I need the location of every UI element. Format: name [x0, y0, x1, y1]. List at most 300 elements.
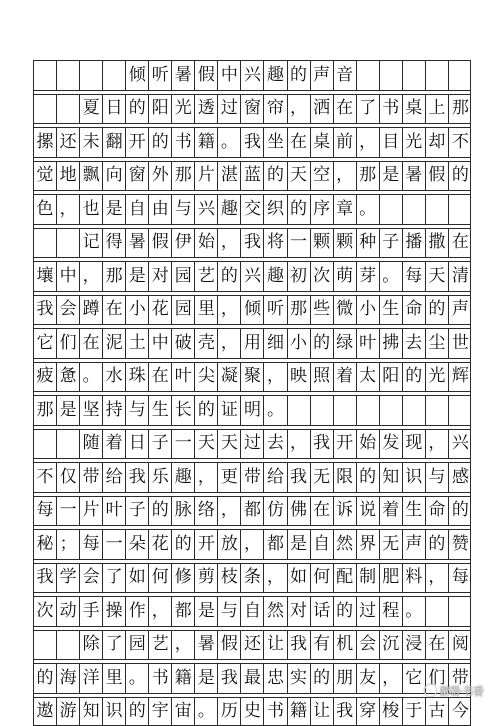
grid-cell: 蹲 [80, 296, 103, 325]
grid-cell: 假 [426, 162, 449, 191]
grid-cell: 子 [380, 229, 403, 258]
grid-cell: 识 [103, 698, 126, 726]
grid-cell: 我 [241, 229, 264, 258]
grid-cell: 与 [172, 195, 195, 224]
grid-cell: 遨 [34, 698, 57, 726]
grid-cell: 配 [334, 564, 357, 593]
grid-cell: 带 [241, 463, 264, 492]
grid-cell: 游 [57, 698, 80, 726]
grid-cell: 给 [103, 463, 126, 492]
grid-cell: 是 [57, 396, 80, 425]
grid-cell: 的 [288, 195, 311, 224]
grid-cell: 兴 [195, 195, 218, 224]
grid-cell: 籍 [195, 128, 218, 157]
grid-cell: 我 [334, 698, 357, 726]
grid-cell [449, 195, 472, 224]
grid-cell: 音 [334, 61, 357, 90]
grid-cell [334, 396, 357, 425]
grid-cell: 的 [357, 463, 380, 492]
essay-line [33, 529, 471, 559]
grid-cell: 然 [264, 597, 287, 626]
grid-cell: 水 [103, 363, 126, 392]
grid-cell [403, 396, 426, 425]
grid-cell: 一 [57, 497, 80, 526]
grid-cell: 赞 [449, 530, 472, 559]
grid-cell: 清 [449, 262, 472, 291]
grid-cell: 着 [334, 363, 357, 392]
grid-cell: 穿 [357, 698, 380, 726]
grid-cell: 脉 [172, 497, 195, 526]
grid-cell: 将 [264, 229, 287, 258]
grid-cell: 籍 [288, 698, 311, 726]
essay-title [33, 60, 471, 90]
grid-cell: 次 [34, 597, 57, 626]
grid-cell: 花 [149, 530, 172, 559]
grid-cell: 凝 [218, 363, 241, 392]
grid-cell: 桌 [403, 95, 426, 124]
grid-cell: 。 [380, 262, 403, 291]
grid-cell: 最 [241, 664, 264, 693]
grid-cell [57, 229, 80, 258]
grid-cell: 尖 [195, 363, 218, 392]
grid-cell: 朋 [334, 664, 357, 693]
grid-cell: 在 [80, 329, 103, 358]
grid-cell: ， [357, 128, 380, 157]
grid-cell: ， [426, 564, 449, 593]
grid-cell: 窗 [126, 162, 149, 191]
grid-cell: 佛 [288, 497, 311, 526]
grid-cell: 梭 [380, 698, 403, 726]
grid-cell: 过 [218, 95, 241, 124]
grid-cell: 叶 [357, 329, 380, 358]
grid-cell: 天 [426, 262, 449, 291]
grid-cell: 暑 [195, 631, 218, 660]
grid-cell: 颗 [311, 229, 334, 258]
grid-cell: 都 [241, 497, 264, 526]
grid-cell: 天 [288, 162, 311, 191]
grid-cell: 会 [357, 631, 380, 660]
grid-cell: 趣 [264, 262, 287, 291]
grid-cell: 中 [149, 329, 172, 358]
essay-line [33, 261, 471, 291]
grid-cell: 桌 [311, 128, 334, 157]
grid-cell: 。 [195, 698, 218, 726]
grid-cell: 的 [426, 296, 449, 325]
grid-cell: 兴 [241, 61, 264, 90]
grid-cell: 光 [403, 128, 426, 157]
grid-cell: 宇 [149, 698, 172, 726]
grid-cell: 趣 [218, 195, 241, 224]
grid-cell: 然 [334, 530, 357, 559]
grid-cell: 发 [380, 430, 403, 459]
grid-cell: 泥 [103, 329, 126, 358]
grid-cell: 带 [80, 463, 103, 492]
grid-cell: 园 [126, 631, 149, 660]
grid-cell: 土 [126, 329, 149, 358]
essay-line [33, 462, 471, 492]
grid-cell: 于 [403, 698, 426, 726]
grid-cell: 倾 [126, 61, 149, 90]
grid-cell: 外 [149, 162, 172, 191]
grid-cell: 无 [380, 530, 403, 559]
grid-cell: 天 [195, 430, 218, 459]
grid-cell: 里 [103, 664, 126, 693]
grid-cell: 初 [288, 262, 311, 291]
grid-cell: ， [334, 162, 357, 191]
essay-line [33, 295, 471, 325]
watermark-text: 醉卧书香 [440, 685, 484, 698]
grid-cell: 兴 [449, 430, 472, 459]
grid-cell: 限 [334, 463, 357, 492]
grid-cell: 透 [195, 95, 218, 124]
grid-cell: 映 [288, 363, 311, 392]
grid-cell: 的 [126, 698, 149, 726]
grid-cell: 长 [172, 396, 195, 425]
grid-cell [449, 597, 472, 626]
grid-cell: 的 [264, 162, 287, 191]
grid-cell: 知 [80, 698, 103, 726]
grid-cell: 有 [311, 631, 334, 660]
grid-cell: 手 [80, 597, 103, 626]
grid-cell: 在 [426, 631, 449, 660]
grid-cell: 却 [426, 128, 449, 157]
grid-cell: 坐 [264, 128, 287, 157]
grid-cell: 叶 [172, 363, 195, 392]
grid-cell: 去 [264, 430, 287, 459]
grid-cell: 生 [149, 396, 172, 425]
grid-cell: 那 [103, 262, 126, 291]
grid-cell: 仿 [264, 497, 287, 526]
grid-cell: 现 [403, 430, 426, 459]
grid-cell: 络 [195, 497, 218, 526]
grid-cell: 自 [241, 597, 264, 626]
grid-cell: 始 [195, 229, 218, 258]
grid-cell [426, 597, 449, 626]
grid-cell: 阳 [380, 363, 403, 392]
grid-cell: 兴 [241, 262, 264, 291]
grid-cell: 阳 [149, 95, 172, 124]
grid-cell [357, 61, 380, 90]
grid-cell: 持 [103, 396, 126, 425]
grid-cell: 那 [357, 162, 380, 191]
grid-cell: 还 [241, 631, 264, 660]
grid-cell: 。 [403, 597, 426, 626]
grid-cell: ， [149, 597, 172, 626]
grid-cell: 不 [34, 463, 57, 492]
grid-cell [311, 396, 334, 425]
grid-cell: 那 [34, 396, 57, 425]
grid-cell: 动 [57, 597, 80, 626]
grid-cell: 园 [172, 262, 195, 291]
grid-cell: 除 [80, 631, 103, 660]
grid-cell: 枝 [218, 564, 241, 593]
grid-cell: 开 [126, 128, 149, 157]
essay-line [33, 94, 471, 124]
grid-cell: 识 [403, 463, 426, 492]
grid-cell: 园 [172, 296, 195, 325]
grid-cell: 乐 [149, 463, 172, 492]
grid-cell: 沉 [380, 631, 403, 660]
grid-cell: 的 [426, 530, 449, 559]
grid-cell: 证 [218, 396, 241, 425]
grid-cell: 去 [403, 329, 426, 358]
grid-cell [380, 195, 403, 224]
grid-cell: 夏 [80, 95, 103, 124]
grid-cell: 声 [449, 296, 472, 325]
grid-cell: 对 [288, 597, 311, 626]
grid-cell: 我 [288, 463, 311, 492]
grid-cell: 剪 [195, 564, 218, 593]
grid-cell: ， [218, 329, 241, 358]
grid-cell: 在 [103, 296, 126, 325]
grid-cell: 里 [195, 296, 218, 325]
grid-cell: 与 [426, 463, 449, 492]
grid-cell: 开 [334, 430, 357, 459]
grid-cell: 了 [357, 95, 380, 124]
essay-line [33, 496, 471, 526]
grid-cell: 生 [403, 497, 426, 526]
grid-cell: 拂 [380, 329, 403, 358]
grid-cell: 程 [380, 597, 403, 626]
grid-cell: 用 [241, 329, 264, 358]
grid-cell: 界 [357, 530, 380, 559]
grid-cell: 的 [126, 95, 149, 124]
grid-cell: 听 [264, 296, 287, 325]
grid-cell [80, 61, 103, 90]
essay-line [33, 161, 471, 191]
grid-cell: 秘 [34, 530, 57, 559]
grid-cell [426, 396, 449, 425]
grid-cell: 暑 [403, 162, 426, 191]
grid-cell: 仅 [57, 463, 80, 492]
grid-cell: 的 [334, 597, 357, 626]
grid-cell: 声 [403, 530, 426, 559]
grid-cell: 由 [149, 195, 172, 224]
grid-cell: 的 [149, 497, 172, 526]
grid-cell: 飘 [80, 162, 103, 191]
grid-cell: 向 [103, 162, 126, 191]
grid-cell: 我 [218, 664, 241, 693]
grid-cell: 每 [80, 530, 103, 559]
essay-line [33, 429, 471, 459]
grid-cell: 们 [426, 664, 449, 693]
grid-cell: 壤 [34, 262, 57, 291]
grid-cell: ， [426, 430, 449, 459]
grid-cell: 是 [195, 664, 218, 693]
grid-cell: 放 [218, 530, 241, 559]
grid-cell [34, 61, 57, 90]
grid-cell: 的 [403, 363, 426, 392]
grid-cell: 小 [288, 329, 311, 358]
grid-cell: 。 [218, 128, 241, 157]
grid-cell: 中 [218, 61, 241, 90]
grid-cell: 小 [357, 296, 380, 325]
grid-cell: 章 [334, 195, 357, 224]
grid-cell: 过 [241, 430, 264, 459]
grid-cell: ， [264, 564, 287, 593]
grid-cell: 趣 [264, 61, 287, 90]
grid-cell: 光 [172, 95, 195, 124]
grid-cell: 前 [334, 128, 357, 157]
grid-cell: 艺 [149, 631, 172, 660]
grid-cell: 它 [34, 329, 57, 358]
grid-cell: 何 [149, 564, 172, 593]
grid-cell: 肥 [380, 564, 403, 593]
grid-cell: 太 [357, 363, 380, 392]
grid-cell: 子 [149, 430, 172, 459]
grid-cell: 明 [241, 396, 264, 425]
grid-cell: ； [57, 530, 80, 559]
grid-cell: 是 [103, 195, 126, 224]
grid-cell: 开 [195, 530, 218, 559]
grid-cell: 日 [126, 430, 149, 459]
essay-line [33, 194, 471, 224]
grid-cell: 窗 [241, 95, 264, 124]
grid-cell: 一 [103, 530, 126, 559]
grid-cell: ， [218, 229, 241, 258]
grid-cell: 每 [449, 564, 472, 593]
essay-line [33, 127, 471, 157]
grid-cell [103, 61, 126, 90]
grid-cell: 宙 [172, 698, 195, 726]
grid-cell: 着 [380, 497, 403, 526]
grid-cell: 的 [288, 61, 311, 90]
grid-cell [403, 61, 426, 90]
grid-cell [34, 229, 57, 258]
grid-cell: 历 [218, 698, 241, 726]
grid-cell: ， [80, 262, 103, 291]
grid-cell: 撒 [426, 229, 449, 258]
grid-cell: 会 [80, 564, 103, 593]
grid-cell: 何 [311, 564, 334, 593]
grid-cell: 些 [311, 296, 334, 325]
grid-cell: 是 [195, 597, 218, 626]
grid-cell: 书 [172, 128, 195, 157]
grid-cell: 一 [288, 229, 311, 258]
grid-cell: 在 [311, 497, 334, 526]
grid-cell: 绿 [334, 329, 357, 358]
grid-cell: 我 [126, 463, 149, 492]
grid-cell: 萌 [334, 262, 357, 291]
grid-cell: 那 [449, 95, 472, 124]
grid-cell: 如 [126, 564, 149, 593]
grid-cell: 织 [264, 195, 287, 224]
grid-cell: 与 [126, 396, 149, 425]
grid-cell: 记 [80, 229, 103, 258]
grid-cell: 命 [426, 497, 449, 526]
grid-cell: ， [380, 664, 403, 693]
grid-cell: 子 [126, 497, 149, 526]
grid-cell: 古 [426, 698, 449, 726]
grid-cell: 色 [34, 195, 57, 224]
grid-cell: 命 [403, 296, 426, 325]
grid-cell: 花 [149, 296, 172, 325]
grid-cell: 的 [311, 329, 334, 358]
grid-cell: 辉 [449, 363, 472, 392]
grid-cell: 今 [449, 698, 472, 726]
grid-cell: 我 [34, 296, 57, 325]
grid-cell: 摞 [34, 128, 57, 157]
grid-cell: 忠 [264, 664, 287, 693]
grid-cell: 伊 [172, 229, 195, 258]
grid-cell: 的 [172, 530, 195, 559]
grid-cell: 中 [57, 262, 80, 291]
grid-cell: 在 [449, 229, 472, 258]
essay-line [33, 228, 471, 258]
grid-cell: 随 [80, 430, 103, 459]
essay-line [33, 563, 471, 593]
grid-cell: 我 [311, 430, 334, 459]
grid-cell: 海 [57, 664, 80, 693]
grid-cell: 那 [288, 296, 311, 325]
grid-cell: 光 [426, 363, 449, 392]
grid-cell [57, 61, 80, 90]
grid-cell: 料 [403, 564, 426, 593]
grid-cell: 洒 [311, 95, 334, 124]
grid-cell: 小 [126, 296, 149, 325]
grid-cell: 始 [357, 430, 380, 459]
grid-cell: 交 [241, 195, 264, 224]
grid-cell: 的 [449, 497, 472, 526]
grid-cell: 制 [357, 564, 380, 593]
grid-cell: 话 [311, 597, 334, 626]
grid-cell: 序 [311, 195, 334, 224]
essay-line [33, 630, 471, 660]
essay-line [33, 328, 471, 358]
grid-cell: 假 [195, 61, 218, 90]
grid-cell: ， [288, 95, 311, 124]
grid-cell: 尘 [426, 329, 449, 358]
grid-cell: 感 [449, 463, 472, 492]
grid-cell: 让 [264, 631, 287, 660]
grid-cell [57, 95, 80, 124]
grid-cell: 如 [288, 564, 311, 593]
grid-cell: 我 [34, 564, 57, 593]
grid-cell: ， [172, 631, 195, 660]
grid-cell: 趣 [172, 463, 195, 492]
grid-cell: 的 [34, 664, 57, 693]
grid-cell: 自 [126, 195, 149, 224]
grid-cell: 。 [80, 363, 103, 392]
grid-cell: 书 [264, 698, 287, 726]
grid-cell: 带 [449, 664, 472, 693]
grid-cell: 在 [288, 128, 311, 157]
grid-cell: 壳 [195, 329, 218, 358]
grid-cell: 世 [449, 329, 472, 358]
grid-cell: 坚 [80, 396, 103, 425]
grid-cell [380, 61, 403, 90]
grid-cell: 条 [241, 564, 264, 593]
grid-cell: 上 [426, 95, 449, 124]
grid-cell: 知 [380, 463, 403, 492]
grid-cell: 阅 [449, 631, 472, 660]
grid-cell: 在 [334, 95, 357, 124]
grid-cell [34, 631, 57, 660]
grid-cell: 书 [380, 95, 403, 124]
grid-cell: 生 [380, 296, 403, 325]
grid-cell: 的 [195, 396, 218, 425]
grid-cell: 是 [126, 262, 149, 291]
grid-cell: 说 [357, 497, 380, 526]
grid-cell [449, 61, 472, 90]
grid-cell: 。 [264, 396, 287, 425]
grid-cell: 不 [449, 128, 472, 157]
grid-cell: 都 [264, 530, 287, 559]
grid-cell [380, 396, 403, 425]
grid-cell: 无 [311, 463, 334, 492]
grid-cell: 籍 [172, 664, 195, 693]
grid-cell: 觉 [34, 162, 57, 191]
